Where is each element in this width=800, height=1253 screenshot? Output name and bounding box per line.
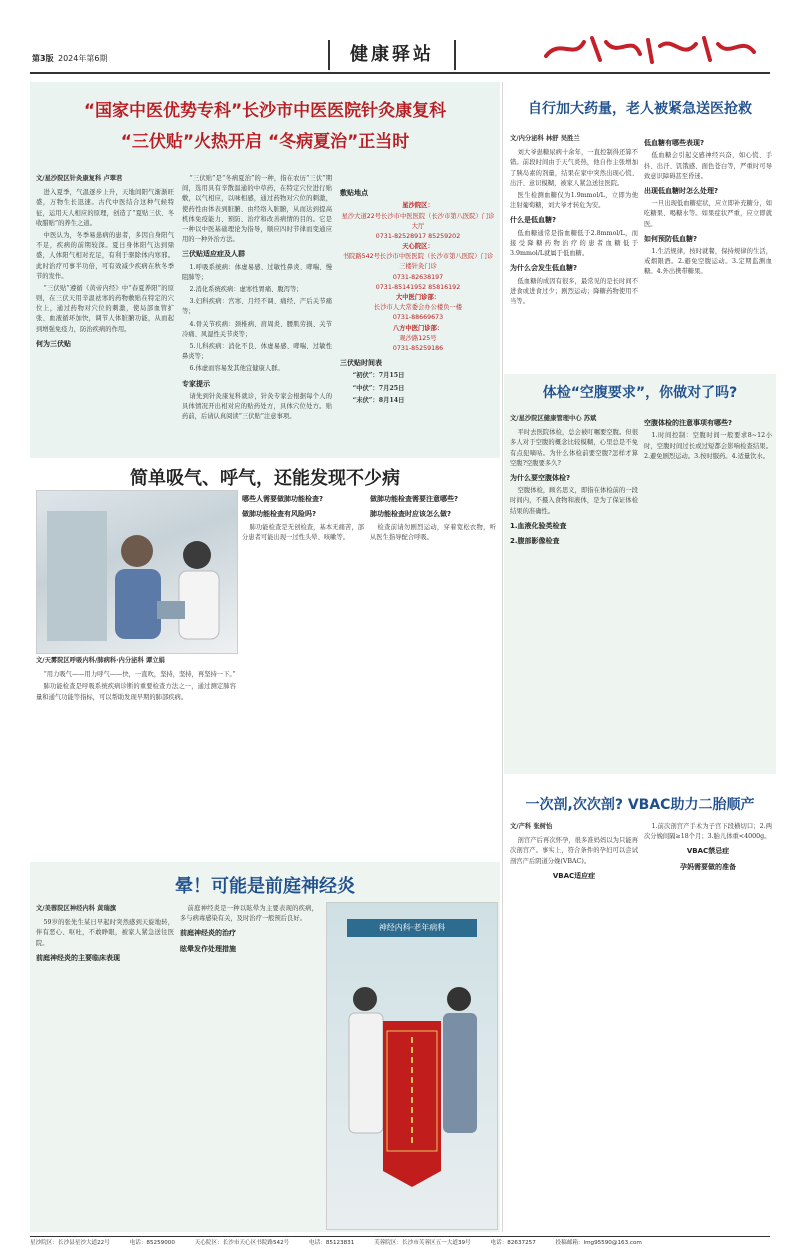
paragraph: “用力吸气——用力呼气——快，一直吹，坚持，坚持，再坚持一下。” [43,671,236,679]
time-item: “初伏”：7月15日 [352,372,405,380]
paragraph: 肺功能检查是呼吸系统疾病诊断的重要检查方法之一，通过测定肺容量和通气功能等指标，可以帮助发现早期的肺部疾病。 [36,683,236,701]
subheading: 低血糖有哪些表现? [644,139,705,147]
masthead-logo [540,30,770,68]
place-detail: 观沙路125号 [399,334,437,342]
paragraph: 空腹体检，顾名思义，即指在体检前的一段时间内，不摄入食物和液体，是为了保证体检结果的准确性。 [510,487,638,515]
article3-title: 体检“空腹要求”，你做对了吗? [542,385,738,401]
page-footer [30,1236,770,1251]
article2-title: 自行加大药量，老人被紧急送医抢救 [528,101,752,117]
place-phone: 0731-85141952 85816192 [375,283,461,291]
subheading: 哪些人需要做肺功能检查? [242,495,324,503]
subheading: 做肺功能检查需要注意哪些? [370,495,459,503]
article6-col1 [510,822,638,1226]
list-item: 6.体虚而容易发其他宜健康人群。 [189,365,284,373]
article3-author: 文/星沙院区健康管理中心 苏斌 [510,415,597,422]
subheading: 出现低血糖时怎么处理? [644,186,719,195]
article-vbac [504,778,776,1232]
article6-title: 一次剖,次次剖? VBAC助力二胎顺产 [525,797,755,813]
place-name: 大中医门诊部： [395,294,441,302]
paragraph: “三伏贴”是“冬病夏治”的一种，指在农历“三伏”期间，选用具有辛散温通的中草药，在特定穴位进行贴敷，以气相应，以味相感，通过药物对穴位的刺激，使药性由体表到脏腑、由经络入脏腑，从而达到提高机体免疫能力、预防、治疗和改善病情的目的。它是一种以中医基础理论为指导，顺应四时节律而变通应用的一种外治方法。 [182,175,332,244]
subheading: 如何预防低血糖? [644,234,698,243]
subheading: 何为三伏贴 [36,339,71,348]
paragraph: 一旦出现低血糖症状，应立即补充糖分，如吃糖果、喝糖水等。如果症状严重，应立即就医。 [644,200,772,228]
subheading: 前庭神经炎的主要临床表现 [36,953,120,962]
footer-phone: 电话：85259000 [129,1240,175,1246]
footer-address: 天心院区：长沙市天心区书院路542号 [194,1240,290,1246]
list-item: 2.消化系统疾病：虚寒性胃痛、腹泻等； [189,286,303,294]
article1-col1 [36,174,174,454]
place-phone: 0731-88669673 [392,314,444,322]
article-sanfutie [30,82,500,458]
issue-date: 2024年第6期 [58,54,108,63]
subheading: 肺功能检查时应该怎么做? [370,510,452,519]
subheading: 前庭神经炎的治疗 [180,929,236,938]
paragraph: 前庭神经炎是一种以眩晕为主要表现的疾病，多与病毒感染有关，及时治疗一般预后良好。 [180,905,318,923]
paragraph: 中医认为，冬季易患病的患者，多因自身阳气不足，疾病的前期较深。夏日身体阳气达到鼎盛，人体阳气相对充足，有利于驱除体内寒邪。此时治疗可事半功倍，可有效减少疾病在秋冬季节的发作。 [36,231,174,280]
subheading: VBAC适应症 [552,871,596,880]
banner-presentation-photo-icon [327,903,497,1229]
list-item: 1.呼吸系统病：体虚易感、过敏性鼻炎、哮喘、慢阻肺等； [182,263,332,281]
paragraph: 肺功能检查是无创检查，基本无痛苦，部分患者可能出现一过性头晕、咳嗽等。 [242,523,364,541]
footer-phone: 电话：85123831 [309,1240,355,1246]
page-label: 第3版 [32,54,54,63]
paragraph: 平时去医院体检，总会被叮嘱要空腹。但很多人对于空腹的概念比较模糊，心里总是不免有点犯嘀咕。为什么体检前要空腹?怎样才算空腹?空腹要多久? [510,429,638,467]
article5-col1 [36,904,174,1226]
paragraph: 1.前次剖宫产手术为子宫下段横切口；2.两次分娩间隔≥18个月；3.胎儿体重<4000g。 [644,823,772,841]
place-name: 八方中医门诊部： [392,324,444,332]
paragraph: 低血糖的成因有很多，最常见的是长时间不进食或进食过少；剧烈运动；降糖药物使用不当等。 [510,277,638,305]
article1-col3 [340,184,496,454]
place-phone: 0731-82638197 [392,273,444,281]
paragraph: 低血糖会引起交感神经兴奋，如心慌、手抖、出汗、饥饿感、面色苍白等，严重时可导致意识障碍甚至昏迷。 [644,152,772,180]
article1-headline [30,96,500,152]
article5-photo [326,902,498,1230]
place-name: 天心院区： [402,243,434,251]
subheading: 孕妈需要做的准备 [680,862,736,871]
place-detail: 书院路542号长沙市中医医院（长沙市第八医院）门诊三楼针灸门诊 [342,253,494,271]
paragraph: 剖宫产后再次怀孕，很多准妈妈以为只能再次剖宫产。事实上，符合条件的孕妇可以尝试剖宫产后阴道分娩(VBAC)。 [510,837,638,865]
article4-photo [36,490,238,654]
article3-col2 [644,414,772,768]
place-name: 星沙院区： [402,202,434,210]
paragraph: 59岁的张先生某日早起时突然感到天旋地转，伴有恶心、呕吐，不敢睁眼，被家人紧急送往医院。 [36,919,174,947]
article1-title-line1: “国家中医优势专科”长沙市中医医院针灸康复科 [83,101,447,121]
time-item: “中伏”：7月25日 [352,384,405,392]
article1-col2 [182,174,332,454]
paragraph: 低血糖通常是指血糖低于2.8mmol/L，而接受降糖药物治疗的患者血糖低于3.9mmol/L就属于低血糖。 [510,229,638,258]
article1-author: 文/星沙院区针灸康复科 卢翠君 [36,175,123,182]
subheading: 敷贴地点 [340,189,368,197]
subheading: 眩晕发作处理措施 [180,944,236,953]
footer-phone: 电话：82637257 [490,1240,536,1246]
time-item: “末伏”：8月14日 [352,396,405,404]
subheading: 专家提示 [182,379,210,388]
subheading: 1.血液化验类检查 [510,521,567,530]
paragraph: “三伏贴”遵循《黄帝内经》中“春夏养阳”的原则，在三伏天用辛温祛寒的药物敷贴在特定的穴位上，通过药物对穴位的刺激，使局部血管扩张、血液循环加快，调节人体脏腑功能，从而起到增强免疫力，防治疾病的作用。 [36,284,174,333]
article1-title-line2: “三伏贴”火热开启 “冬病夏治”正当时 [120,132,410,152]
article4-title: 简单吸气、呼气，还能发现不少病 [130,468,400,489]
subheading: 为什么会发生低血糖? [510,264,578,273]
section-title [328,40,456,70]
article2-col1 [510,134,638,366]
article4-col3 [370,490,496,856]
place-phone: 0731-85259186 [392,344,444,352]
paragraph: 1.生活规律，按时就餐，保持规律的生活，戒烟限酒。2.避免空腹运动。3.定期监测血糖。4.外出携带糖果。 [644,248,772,276]
footer-address: 芙蓉院区：长沙市芙蓉区五一大道39号 [374,1240,471,1246]
article-vestibular [30,862,500,1232]
place-phone: 0731-82528917 85259202 [375,232,461,240]
subheading: 2.腹部影像检查 [510,537,560,546]
paragraph: 请先到针灸康复科就诊，针灸专家会根据每个人的具体情况开出相对应的贴药处方，具体穴位处方。贴药前，后请认真阅读“三伏贴”注意事项。 [182,392,332,421]
subheading: VBAC禁忌症 [686,847,730,856]
paragraph: 检查前请勿剧烈运动，穿着宽松衣物，听从医生指导配合呼吸。 [370,523,496,541]
paragraph: 医生检测血糖仅为1.9mmol/L，立即为他注射葡萄糖，刘大爷才转危为安。 [510,191,638,210]
article4-col2 [242,490,364,856]
paragraph: 刘大爷患糖尿病十余年，一直控制得还算不错。前段时间由于天气炎热，他自作主张增加了胰岛素的剂量，结果在家中突然出现心慌、出汗、意识模糊，被家人紧急送往医院。 [510,149,638,187]
article6-author: 文/产科 张树怡 [510,823,553,830]
section-title-text: 健康驿站 [350,44,434,65]
header-divider [30,72,770,74]
footer-address: 星沙院区：长沙县星沙大道22号 [30,1240,110,1246]
list-item: 5.儿科疾病：消化不良、体虚易感、哮喘、过敏性鼻炎等； [182,342,332,361]
list-item: 4.骨关节疾病：颈椎病、肩周炎、腰肌劳损、关节冷痛、风湿性关节炎等； [182,320,332,338]
paragraph: 1.时间控制：空腹时间一般要求8~12小时，空腹时间过长或过短都会影响检查结果。2.避免剧烈运动。3.按时服药。4.适量饮水。 [644,432,772,460]
article-lung-function [30,460,500,860]
subheading: 为什么要空腹体检? [510,473,571,482]
article-hypoglycemia [504,82,776,372]
subheading: 三伏贴适应症及人群 [182,250,245,259]
article5-col2 [180,904,318,1226]
calligraphy-logo-icon [540,30,770,68]
article2-col2 [644,134,772,366]
list-item: 3.妇科疾病：宫寒、月经不调、痛经、产后关节痛等； [182,298,332,316]
article5-author: 文/美蓉院区神经内科 黄瑞旗 [36,905,117,912]
article-fasting [504,374,776,774]
place-detail: 长沙市人大常委会办公楼负一楼 [373,304,463,312]
article4-author: 文/天雾院区呼吸内科/肺病科·内分泌科 谭立娟 [36,657,165,664]
paragraph: 进入夏季，气温逐步上升，天地间阳气渐渐旺盛，万物生长迅速。古代中医结合这种气候特征，运用天人相应的原理，创造了“夏贴三伏、冬收腊贴”的养生之道。 [36,189,174,227]
article2-author: 文/内分泌科 林舒 吴胜兰 [510,135,580,142]
place-detail: 星沙大道22号长沙市中医医院（长沙市第八医院）门诊大厅 [341,212,495,230]
article5-title: 晕！可能是前庭神经炎 [175,876,355,897]
footer-email-link[interactable]: 投稿邮箱：lmg95590@163.com [555,1240,642,1246]
subheading: 做肺功能检查有风险吗? [242,510,317,519]
article6-col2 [644,822,772,1226]
article3-col1 [510,414,638,768]
column-divider [502,82,503,1232]
subheading: 空腹体检的注意事项有哪些? [644,419,733,427]
article4-col1 [36,656,236,856]
patient-test-photo-icon [37,491,237,653]
page-header [0,0,800,76]
subheading: 三伏贴时间表 [340,359,382,368]
ward-sign: 神经内科·老年病科 [347,919,477,937]
subheading: 什么是低血糖? [510,216,557,225]
